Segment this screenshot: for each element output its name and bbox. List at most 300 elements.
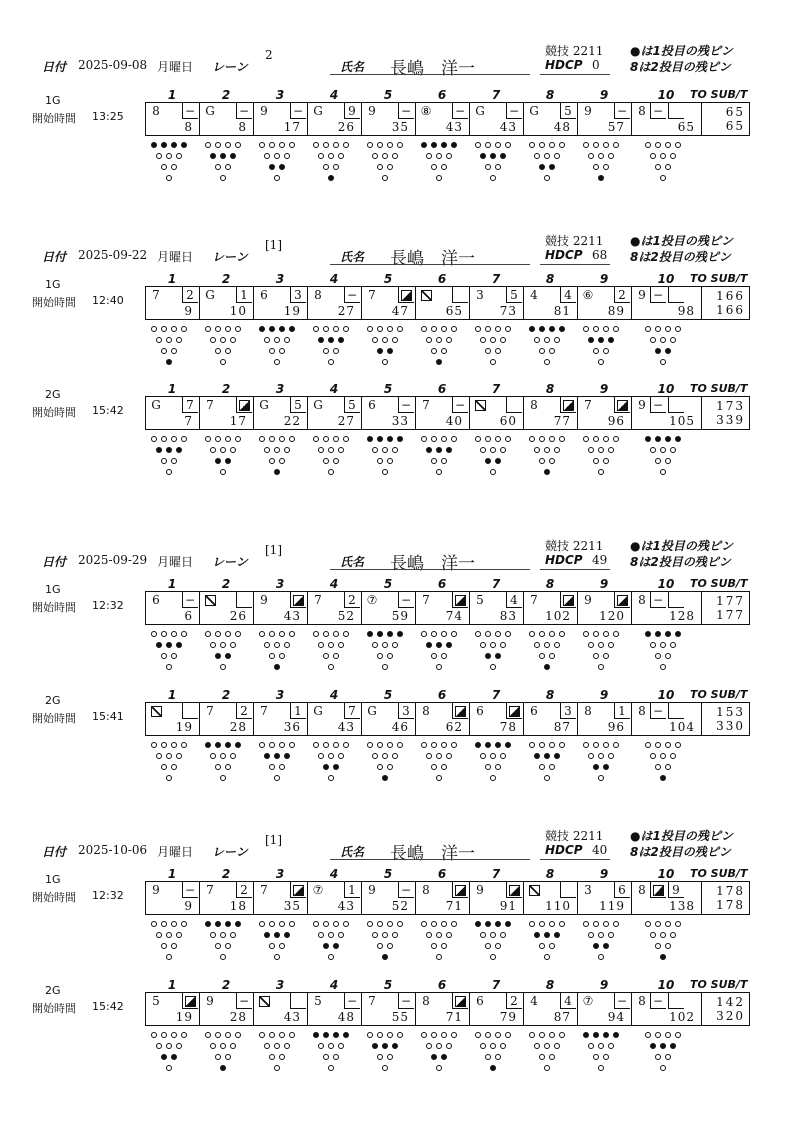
pin-dot xyxy=(554,753,560,759)
pin-dot xyxy=(670,337,676,343)
pin-dot xyxy=(441,1032,447,1038)
pin-dot xyxy=(343,631,349,637)
pin-dot xyxy=(264,642,270,648)
cumulative-score: 35 xyxy=(283,899,301,913)
pin-dot xyxy=(655,742,661,748)
roll-2 xyxy=(614,398,630,412)
pin-dot xyxy=(171,1032,177,1038)
pin-dot xyxy=(269,436,275,442)
pin-dot xyxy=(279,326,285,332)
pin-dot xyxy=(166,664,172,670)
pin-dot xyxy=(490,954,496,960)
strike-mark xyxy=(205,595,216,606)
pin-dot xyxy=(210,337,216,343)
pin-dot xyxy=(151,921,157,927)
frame-cell xyxy=(254,592,308,624)
game-label: 2G xyxy=(45,388,61,401)
pin-dot xyxy=(655,142,661,148)
pin-dot xyxy=(171,653,177,659)
pin-dot xyxy=(583,1032,589,1038)
pin-dot xyxy=(387,164,393,170)
pin-dot xyxy=(495,1032,501,1038)
pin-dot xyxy=(554,153,560,159)
pin-dot xyxy=(176,642,182,648)
frame-cell xyxy=(146,703,200,735)
pin-dot xyxy=(279,1032,285,1038)
pin-dot xyxy=(235,631,241,637)
pin-dot xyxy=(495,436,501,442)
frame-number: 7 xyxy=(491,382,501,396)
pin-dot xyxy=(392,153,398,159)
pin-dot xyxy=(559,921,565,927)
pin-dot xyxy=(603,436,609,442)
pin-dot xyxy=(318,153,324,159)
roll-1: 5 xyxy=(476,593,484,607)
pin-dot xyxy=(505,742,511,748)
pin-dot xyxy=(210,447,216,453)
pin-dot xyxy=(490,175,496,181)
class-label: 競技 2211 xyxy=(545,44,604,58)
pin-dot xyxy=(490,337,496,343)
pin-dot xyxy=(323,764,329,770)
pin-dot xyxy=(377,921,383,927)
pin-dot xyxy=(333,326,339,332)
pin-dot xyxy=(279,348,285,354)
hdcp-underline xyxy=(540,74,610,75)
frame-number: 5 xyxy=(383,867,393,881)
roll-1: 6 xyxy=(476,704,484,718)
pin-dot xyxy=(333,348,339,354)
strike-mark xyxy=(529,885,540,896)
roll-3 xyxy=(668,593,684,607)
pin-dot xyxy=(446,447,452,453)
frame-cell xyxy=(146,993,200,1025)
frame-cell xyxy=(632,397,702,429)
pin-dot xyxy=(660,337,666,343)
roll-1: 9 xyxy=(476,883,484,897)
roll-1: 9 xyxy=(152,883,160,897)
pin-dot xyxy=(323,348,329,354)
pin-dot xyxy=(264,153,270,159)
score-grid xyxy=(145,881,750,915)
frame-number: 1 xyxy=(167,688,177,702)
hdcp-value: 0 xyxy=(592,58,600,72)
pin-dot xyxy=(665,1032,671,1038)
frame-cell xyxy=(200,882,254,914)
pin-dot xyxy=(593,348,599,354)
cumulative-score: 19 xyxy=(283,304,301,318)
roll-2: 5 xyxy=(348,398,356,412)
pin-dot xyxy=(660,642,666,648)
pin-dot xyxy=(655,436,661,442)
roll-2 xyxy=(398,288,414,302)
frame-number: 3 xyxy=(275,688,285,702)
roll-1: ⑥ xyxy=(582,288,594,302)
pin-dot xyxy=(431,943,437,949)
pin-dot xyxy=(436,1065,442,1071)
pin-dot xyxy=(485,921,491,927)
running-subtotal: 339 xyxy=(716,413,745,427)
roll-2: 5 xyxy=(564,104,572,118)
pin-dot xyxy=(377,1032,383,1038)
roll-1: 6 xyxy=(368,398,376,412)
pin-dot xyxy=(338,642,344,648)
pin-dot xyxy=(645,436,651,442)
pin-dot xyxy=(235,742,241,748)
pin-dot xyxy=(539,742,545,748)
frame-cell xyxy=(200,993,254,1025)
pin-dot xyxy=(392,447,398,453)
frame-number: 8 xyxy=(545,88,555,102)
start-time-label: 開始時間 xyxy=(32,601,76,614)
pin-dot xyxy=(215,458,221,464)
pin-dot xyxy=(328,642,334,648)
pin-dot xyxy=(495,631,501,637)
pin-dot xyxy=(436,753,442,759)
frame-number: 5 xyxy=(383,978,393,992)
pin-dot xyxy=(333,742,339,748)
pin-dot xyxy=(421,1032,427,1038)
pin-dot xyxy=(660,175,666,181)
hdcp-value: 68 xyxy=(592,248,608,262)
roll-2: − xyxy=(400,398,412,412)
frame-number: 9 xyxy=(599,382,609,396)
pin-dot xyxy=(279,764,285,770)
pin-dot xyxy=(665,1054,671,1060)
roll-2: − xyxy=(400,104,412,118)
pin-dot xyxy=(264,932,270,938)
pin-dot xyxy=(539,1032,545,1038)
pin-dot xyxy=(176,753,182,759)
pin-dot xyxy=(181,436,187,442)
start-time: 12:32 xyxy=(92,599,124,612)
pin-dot xyxy=(220,469,226,475)
spare-mark xyxy=(455,595,466,606)
cumulative-score: 9 xyxy=(184,304,193,318)
pin-dot xyxy=(549,764,555,770)
hdcp-label: HDCP xyxy=(545,248,583,262)
pin-dot xyxy=(166,447,172,453)
start-time-label: 開始時間 xyxy=(32,296,76,309)
pin-dot xyxy=(156,753,162,759)
pin-dot xyxy=(181,921,187,927)
pin-dot xyxy=(333,458,339,464)
cumulative-score: 138 xyxy=(669,899,695,913)
pin-dot xyxy=(264,337,270,343)
pin-dot xyxy=(397,921,403,927)
pin-dot xyxy=(313,742,319,748)
pin-dot xyxy=(495,921,501,927)
pin-dot xyxy=(598,337,604,343)
roll-2: − xyxy=(184,883,196,897)
pin-dot xyxy=(269,142,275,148)
roll-1: 7 xyxy=(206,883,214,897)
cumulative-score: 102 xyxy=(545,609,571,623)
pin-dot xyxy=(289,631,295,637)
roll-1 xyxy=(418,288,434,302)
roll-3 xyxy=(668,288,684,302)
pin-dot xyxy=(549,742,555,748)
pin-dot xyxy=(480,932,486,938)
pin-dot xyxy=(505,921,511,927)
frame-cell xyxy=(524,993,578,1025)
pin-dot xyxy=(613,326,619,332)
frame-cell xyxy=(362,993,416,1025)
frame-number: 3 xyxy=(275,382,285,396)
pin-dot xyxy=(387,631,393,637)
pin-dot xyxy=(475,326,481,332)
pin-dot xyxy=(225,764,231,770)
roll-1: 7 xyxy=(260,883,268,897)
pin-dot xyxy=(387,1054,393,1060)
frame-number: 6 xyxy=(437,88,447,102)
cumulative-score: 55 xyxy=(391,1010,409,1024)
frame-number: 3 xyxy=(275,577,285,591)
pin-dot xyxy=(500,153,506,159)
roll-1: 8 xyxy=(638,994,646,1008)
date-label: 日付 xyxy=(42,845,67,859)
pin-dot xyxy=(274,775,280,781)
frame-number: 9 xyxy=(599,867,609,881)
pin-dot xyxy=(475,921,481,927)
game-label: 1G xyxy=(45,873,61,886)
pin-dot xyxy=(382,359,388,365)
roll-2: 2 xyxy=(186,288,194,302)
pin-dot xyxy=(387,764,393,770)
start-time: 15:42 xyxy=(92,1000,124,1013)
pin-dot xyxy=(655,764,661,770)
spare-mark xyxy=(563,400,574,411)
frame-cell xyxy=(200,397,254,429)
pin-dot xyxy=(539,436,545,442)
pin-dot xyxy=(181,631,187,637)
frame-cell xyxy=(632,103,702,135)
roll-1: 5 xyxy=(314,994,322,1008)
frame-cell xyxy=(308,103,362,135)
pin-dot xyxy=(588,337,594,343)
frame-cell xyxy=(254,103,308,135)
roll-2: 1 xyxy=(618,704,626,718)
pin-dot xyxy=(505,631,511,637)
pin-dot xyxy=(279,164,285,170)
pin-dot xyxy=(284,337,290,343)
pin-dot xyxy=(598,954,604,960)
pin-dot xyxy=(333,921,339,927)
pin-dot xyxy=(670,1043,676,1049)
roll-1: 3 xyxy=(584,883,592,897)
roll-2: 2 xyxy=(348,593,356,607)
pin-dot xyxy=(613,921,619,927)
pin-dot xyxy=(181,1032,187,1038)
roll-2: − xyxy=(454,104,466,118)
roll-2: 3 xyxy=(294,288,302,302)
frame-number: 6 xyxy=(437,382,447,396)
pin-dot xyxy=(670,642,676,648)
pin-dot xyxy=(269,1054,275,1060)
pin-dot xyxy=(274,175,280,181)
frame-number: 9 xyxy=(599,978,609,992)
roll-2: 7 xyxy=(348,704,356,718)
start-time-label: 開始時間 xyxy=(32,406,76,419)
pin-dot xyxy=(544,337,550,343)
pin-dot xyxy=(166,954,172,960)
pin-dot xyxy=(485,1054,491,1060)
pin-dot xyxy=(343,436,349,442)
pin-dot xyxy=(608,1043,614,1049)
roll-2 xyxy=(236,593,252,607)
frame-number: 5 xyxy=(383,382,393,396)
frame-cell xyxy=(254,287,308,319)
pin-dot xyxy=(176,1043,182,1049)
lane-number: [1] xyxy=(265,543,282,557)
pin-dot xyxy=(161,1054,167,1060)
pin-dot xyxy=(608,932,614,938)
frame-number: 7 xyxy=(491,88,501,102)
frame-number: 3 xyxy=(275,272,285,286)
pin-dot xyxy=(156,337,162,343)
frame-cell xyxy=(416,397,470,429)
frame-number: 10 xyxy=(657,978,675,992)
hdcp-label: HDCP xyxy=(545,843,583,857)
roll-2: 5 xyxy=(294,398,302,412)
roll-2: − xyxy=(238,994,250,1008)
pin-dot xyxy=(436,469,442,475)
pin-dot xyxy=(279,458,285,464)
pin-dot xyxy=(161,943,167,949)
pin-dot xyxy=(230,447,236,453)
pin-dot xyxy=(451,436,457,442)
pin-dot xyxy=(328,175,334,181)
roll-2: − xyxy=(616,994,628,1008)
pin-dot xyxy=(333,1032,339,1038)
pin-dot xyxy=(441,348,447,354)
frame-number: 7 xyxy=(491,688,501,702)
frame-number: 2 xyxy=(221,88,231,102)
pin-dot xyxy=(670,153,676,159)
cumulative-score: 79 xyxy=(499,1010,517,1024)
to-sub-label: TO SUB/T xyxy=(690,272,748,285)
lane-number: [1] xyxy=(265,238,282,252)
cumulative-score: 102 xyxy=(669,1010,695,1024)
running-subtotal: 330 xyxy=(716,719,745,733)
pin-dot xyxy=(495,348,501,354)
pin-dot xyxy=(544,753,550,759)
pin-dot xyxy=(608,753,614,759)
spare-mark xyxy=(509,706,520,717)
frame-number: 5 xyxy=(383,577,393,591)
pin-dot xyxy=(549,921,555,927)
pin-dot xyxy=(446,153,452,159)
pin-dot xyxy=(259,142,265,148)
pin-dot xyxy=(485,164,491,170)
pin-dot xyxy=(426,337,432,343)
roll-1: ⑦ xyxy=(312,883,324,897)
pin-dot xyxy=(436,153,442,159)
pin-dot xyxy=(235,436,241,442)
pin-dot xyxy=(645,142,651,148)
pin-dot xyxy=(544,932,550,938)
cumulative-score: 43 xyxy=(283,609,301,623)
roll-1: 9 xyxy=(260,593,268,607)
pin-dot xyxy=(210,153,216,159)
hdcp-value: 49 xyxy=(592,553,608,567)
pin-dot xyxy=(328,954,334,960)
pin-dot xyxy=(377,653,383,659)
pin-dot xyxy=(318,642,324,648)
pin-dot xyxy=(289,326,295,332)
pin-dot xyxy=(665,326,671,332)
roll-1: 9 xyxy=(368,883,376,897)
roll-1: 7 xyxy=(422,593,430,607)
pin-dot xyxy=(382,447,388,453)
pin-dot xyxy=(367,921,373,927)
pin-dot xyxy=(274,153,280,159)
pin-dot xyxy=(441,921,447,927)
pin-dot xyxy=(598,153,604,159)
pin-dot xyxy=(660,359,666,365)
pin-dot xyxy=(495,164,501,170)
spare-mark xyxy=(617,400,628,411)
spare-mark xyxy=(455,885,466,896)
pin-dot xyxy=(372,932,378,938)
pin-dot xyxy=(392,337,398,343)
pin-dot xyxy=(151,436,157,442)
pin-dot xyxy=(593,943,599,949)
running-subtotal: 166 xyxy=(716,303,745,317)
sheet-header xyxy=(0,825,800,865)
pin-dot xyxy=(387,348,393,354)
pin-dot xyxy=(598,775,604,781)
pin-dot xyxy=(603,142,609,148)
pin-dot xyxy=(534,153,540,159)
pin-dot xyxy=(284,932,290,938)
pin-dot xyxy=(613,742,619,748)
pin-dot xyxy=(171,326,177,332)
score-grid xyxy=(145,286,750,320)
cumulative-score: 105 xyxy=(669,414,695,428)
pin-dot xyxy=(333,764,339,770)
pin-dot xyxy=(598,664,604,670)
pin-dot xyxy=(675,142,681,148)
pin-dot xyxy=(210,753,216,759)
pin-dot xyxy=(274,337,280,343)
frame-number: 4 xyxy=(329,577,339,591)
pin-dot xyxy=(544,153,550,159)
pin-dot xyxy=(210,1043,216,1049)
pin-dot xyxy=(181,326,187,332)
pin-dot xyxy=(259,326,265,332)
pin-dot xyxy=(171,348,177,354)
frame-number: 10 xyxy=(657,688,675,702)
strike-mark xyxy=(151,706,162,717)
pin-dot xyxy=(441,764,447,770)
hdcp-label: HDCP xyxy=(545,553,583,567)
pin-dot xyxy=(655,1054,661,1060)
pin-dot xyxy=(382,664,388,670)
pin-dot xyxy=(279,631,285,637)
score-grid xyxy=(145,102,750,136)
pin-dot xyxy=(220,664,226,670)
frame-cell xyxy=(416,592,470,624)
pin-dot xyxy=(387,458,393,464)
pin-dot xyxy=(156,447,162,453)
pin-dot xyxy=(230,153,236,159)
pin-dot xyxy=(655,164,661,170)
pin-dot xyxy=(205,436,211,442)
pin-dot xyxy=(166,153,172,159)
pin-dot xyxy=(377,742,383,748)
roll-2: 3 xyxy=(564,704,572,718)
